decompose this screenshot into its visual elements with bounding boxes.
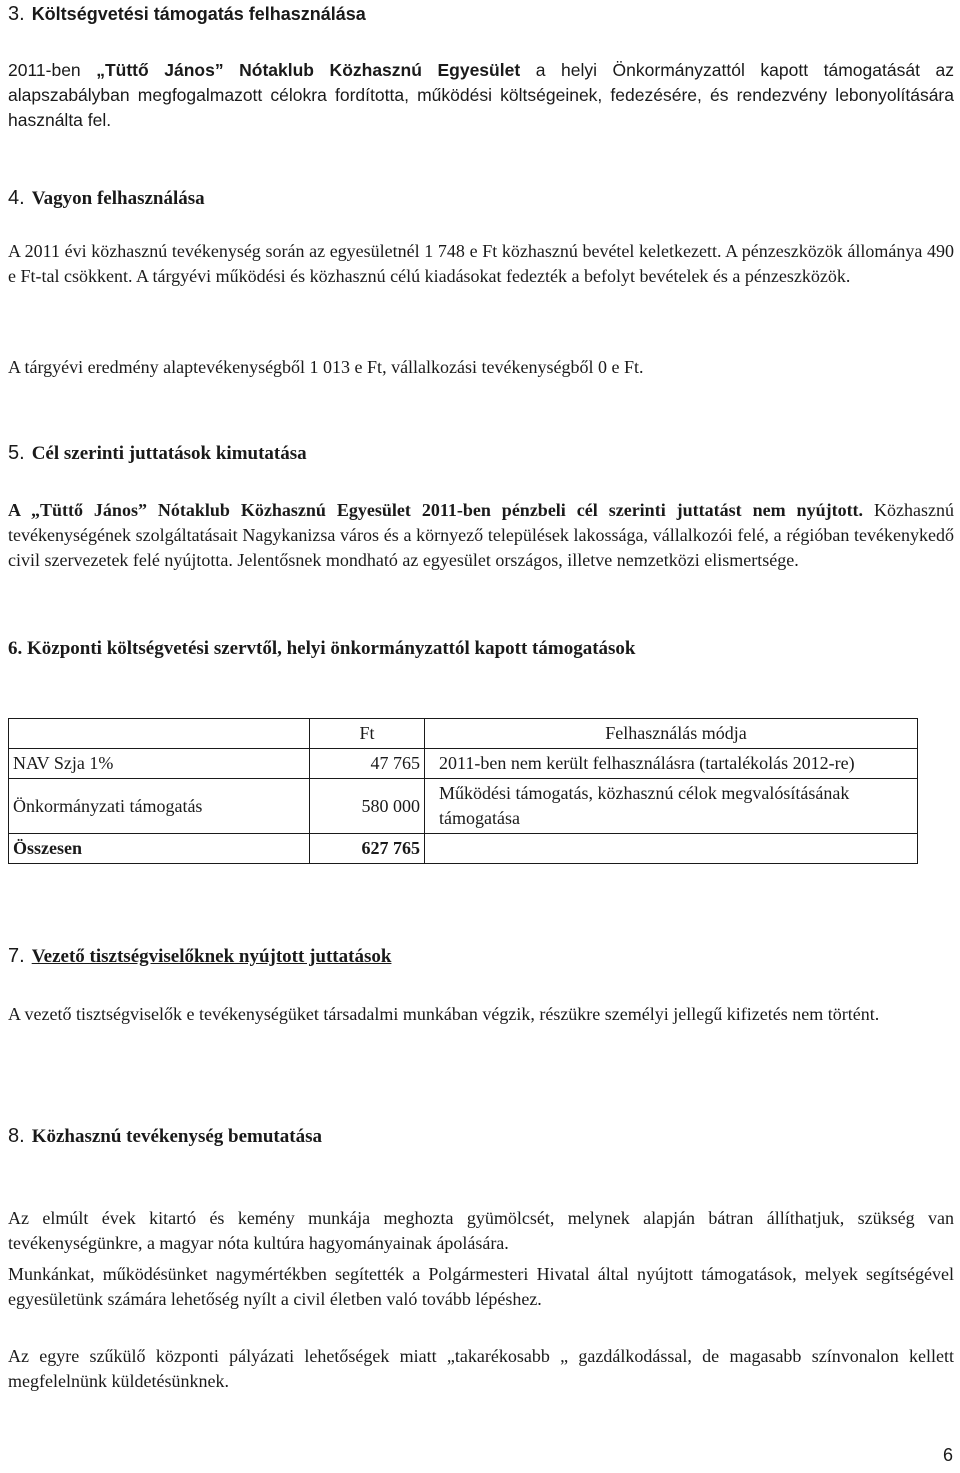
section-3-title: Költségvetési támogatás felhasználása [31, 4, 366, 24]
section-5-paragraph [8, 498, 954, 573]
section-7-paragraph: A vezető tisztségviselők e tevékenységüket társadalmi munkában végzik, részükre személyi jellegű kifizetés nem történt. [8, 1004, 880, 1024]
grants-table [8, 718, 918, 864]
header-mode-cell: Felhasználás módja [425, 719, 918, 749]
total-mode-cell [425, 834, 918, 864]
section-8-heading [8, 1124, 322, 1149]
section-4-title: Vagyon felhasználása [31, 188, 205, 209]
row-mode-cell: 2011-ben nem került felhasználásra (tartalékolás 2012-re) [425, 749, 918, 779]
section-3-text-post: a helyi Önkormányzattól kapott támogatását az alapszabályban megfogalmazott célokra fordította, működési költségeinek, fedezésére, és rendezvény lebonyolítására használta fel. [8, 60, 954, 130]
row-source-cell: Önkormányzati támogatás [9, 779, 310, 834]
page-number: 6 [942, 1445, 953, 1465]
section-7-title: Vezető tisztségviselőknek nyújtott juttatások [31, 946, 392, 967]
section-5-number: 5. [8, 442, 25, 464]
table-header-row [9, 719, 918, 749]
section-8-title: Közhasznú tevékenység bemutatása [31, 1126, 322, 1147]
total-ft-cell: 627 765 [310, 834, 425, 864]
header-ft-cell: Ft [310, 719, 425, 749]
section-3-number: 3. [8, 3, 25, 25]
section-4-paragraph-1: A 2011 évi közhasznú tevékenység során az egyesületnél 1 748 e Ft közhasznú bevétel keletkezett. A pénzeszközök állománya 490 e Ft-tal csökkent. A tárgyévi működési és közhasznú célú kiadásokat fedezték a befolyt bevételek és a pénzeszközök. [8, 241, 954, 286]
section-4-paragraph-2: A tárgyévi eredmény alaptevékenységből 1 013 e Ft, vállalkozási tevékenységből 0 e Ft. [8, 357, 644, 377]
section-3-paragraph [8, 58, 954, 133]
section-5-title: Cél szerinti juttatások kimutatása [31, 443, 307, 464]
row-ft-cell: 47 765 [310, 749, 425, 779]
section-8-paragraph-2: Munkánkat, működésünket nagymértékben segítették a Polgármesteri Hivatal által nyújtott támogatások, melyek segítségével egyesületünk számára lehetőség nyílt a civil életben való tovább lépéshez. [8, 1264, 954, 1309]
section-3-heading [8, 2, 366, 27]
header-source-cell [9, 719, 310, 749]
section-7-number: 7. [8, 945, 25, 967]
table-row [9, 779, 918, 834]
section-6-number: 6. [8, 638, 23, 659]
section-7-heading [8, 944, 391, 969]
section-5-bold-statement: A „Tüttő János” Nótaklub Közhasznú Egyesület 2011-ben pénzbeli cél szerinti juttatást nem nyújtott. [8, 500, 864, 520]
section-8-paragraph-1: Az elmúlt évek kitartó és kemény munkája meghozta gyümölcsét, melynek alapján bátran állíthatjuk, szükség van tevékenységünkre, a magyar nóta kultúra hagyományainak ápolására. [8, 1208, 954, 1253]
section-6-heading [8, 636, 635, 661]
section-8-paragraph-3: Az egyre szűkülő központi pályázati lehetőségek miatt „takarékosabb „ gazdálkodással, de magasabb színvonalon kellett megfelelnünk küldetésünknek. [8, 1346, 954, 1391]
table-row [9, 749, 918, 779]
section-4-number: 4. [8, 187, 25, 209]
section-3-org-name: „Tüttő János” Nótaklub Közhasznú Egyesület [96, 60, 521, 80]
table-total-row [9, 834, 918, 864]
section-6-title: Központi költségvetési szervtől, helyi önkormányzattól kapott támogatások [27, 638, 636, 659]
row-mode-cell: Működési támogatás, közhasznú célok megvalósításának támogatása [425, 779, 918, 834]
section-8-number: 8. [8, 1125, 25, 1147]
row-ft-cell: 580 000 [310, 779, 425, 834]
row-source-cell: NAV Szja 1% [9, 749, 310, 779]
total-label-cell: Összesen [9, 834, 310, 864]
section-4-heading [8, 186, 205, 211]
section-5-heading [8, 441, 307, 466]
section-3-text-pre: 2011-ben [8, 60, 97, 80]
section-5-text: Közhasznú tevékenységének szolgáltatásait Nagykanizsa város és a környező települések lakossága, vállalkozói felé, a régióban tevékenykedő civil szervezetek felé nyújtotta. Jelentősnek mondható az egyesület országos, illetve nemzetközi elismertsége. [8, 500, 954, 570]
